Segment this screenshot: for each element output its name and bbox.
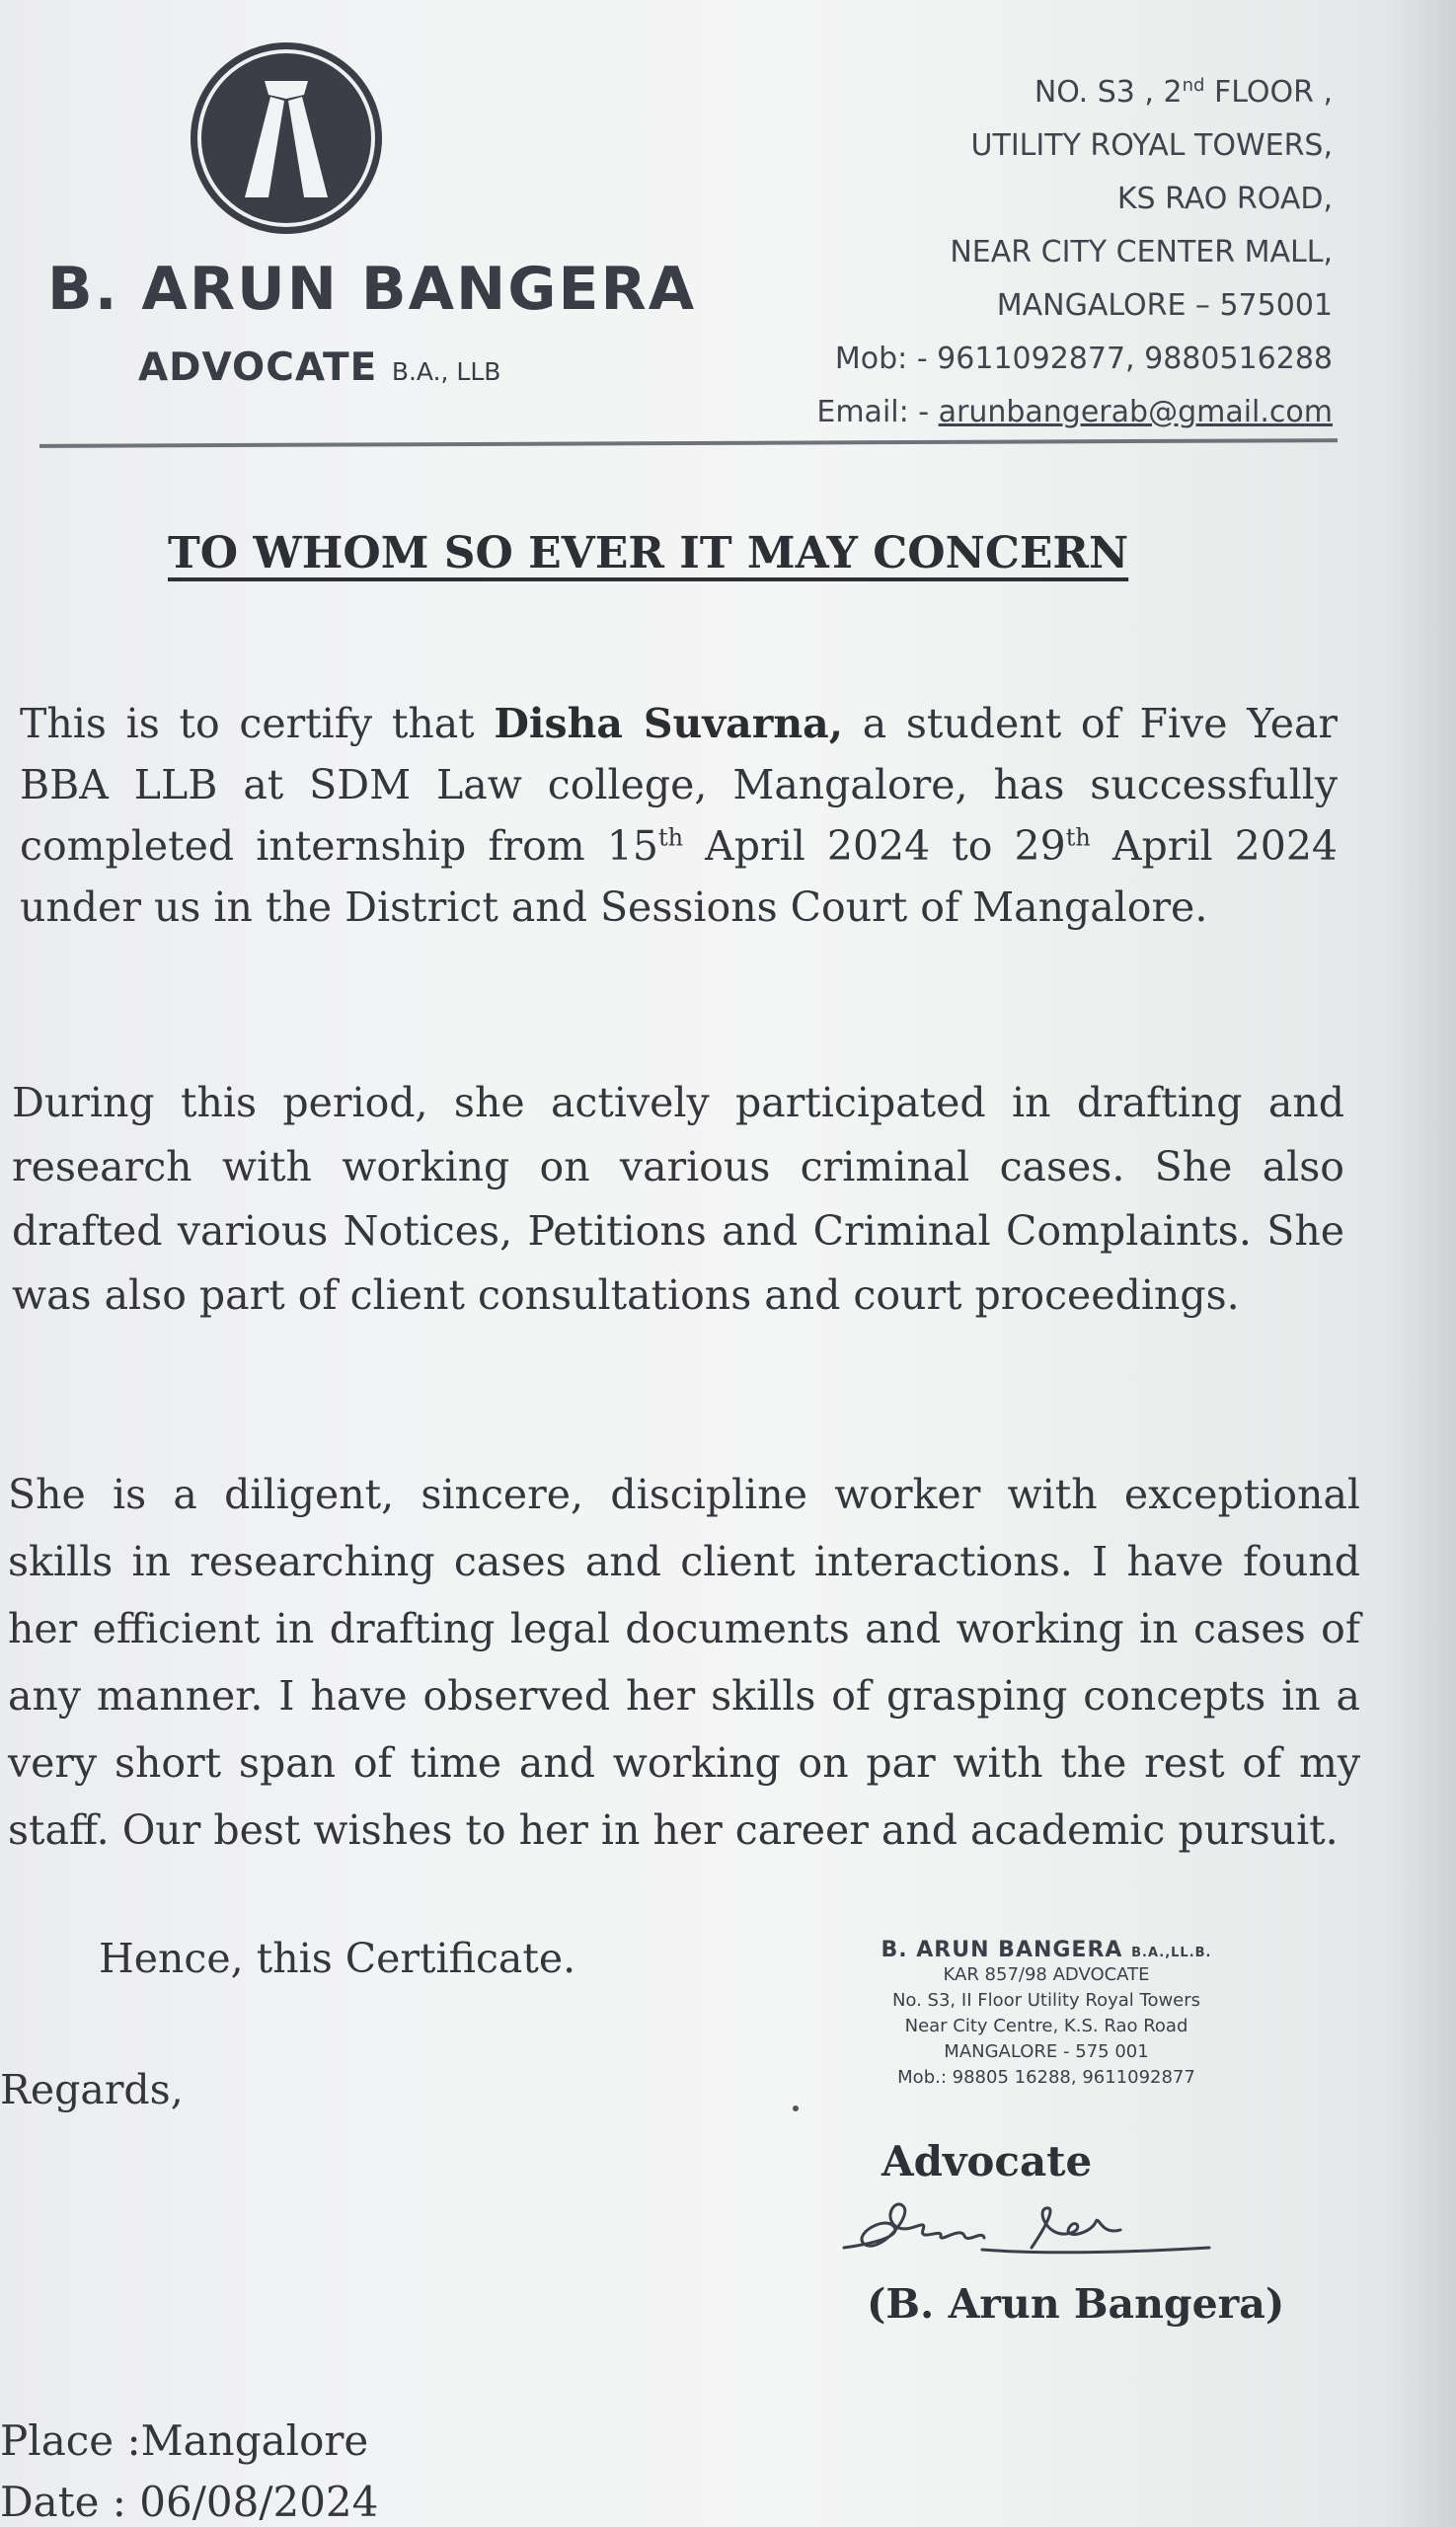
body-paragraph-1 — [20, 693, 1338, 938]
letterhead-address — [760, 59, 1333, 439]
body-paragraph-2: During this period, she actively participated in drafting and research with working on various criminal cases. She also drafted various Notices, Petitions and Criminal Complaints. She was also part of client consultations and court proceedings. — [12, 1079, 1344, 1319]
email-address: arunbangerab@gmail.com — [938, 395, 1333, 429]
advocate-name: B. ARUN BANGERA — [47, 255, 697, 324]
stamp-name-text: B. ARUN BANGERA — [881, 1938, 1123, 1962]
stamp-degree: B.A.,LL.B. — [1131, 1946, 1212, 1960]
handwritten-signature — [834, 2186, 1219, 2265]
closing-statement: Hence, this Certificate. — [99, 1935, 576, 1982]
ink-dot — [793, 2106, 799, 2111]
stamp-line: Mob.: 98805 16288, 9611092877 — [897, 2067, 1195, 2088]
p1-text-c: April 2024 under us in the District and Sessions Court of Mangalore. — [20, 822, 1339, 931]
signer-name: (B. Arun Bangera) — [867, 2280, 1285, 2328]
p1-text-b: April 2024 to 29 — [683, 822, 1066, 870]
mobile-line: Mob: - 9611092877, 9880516288 — [834, 342, 1333, 376]
email-line — [760, 386, 1333, 439]
signature-title: Advocate — [881, 2137, 1093, 2185]
date-line: Date : 06/08/2024 — [0, 2478, 379, 2526]
stamp-name — [849, 1938, 1244, 1962]
student-name: Disha Suvarna, — [494, 700, 843, 747]
degree-text: B.A., LLB — [391, 357, 501, 386]
email-label: Email: - — [816, 395, 939, 429]
address-line: KS RAO ROAD, — [1116, 182, 1333, 216]
p1-sup-2: th — [1065, 823, 1091, 852]
address-line: NO. S3 , 2nd FLOOR , — [1034, 75, 1333, 110]
address-line: NEAR CITY CENTER MALL, — [950, 235, 1333, 269]
stamp-line: MANGALORE - 575 001 — [944, 2041, 1149, 2062]
letterhead-divider — [39, 438, 1338, 448]
place-line: Place :Mangalore — [0, 2416, 369, 2465]
letter-title: TO WHOM SO EVER IT MAY CONCERN — [168, 528, 1129, 578]
regards: Regards, — [0, 2066, 184, 2113]
stamp-line: Near City Centre, K.S. Rao Road — [904, 2016, 1188, 2036]
p1-text-a: a student of Five Year BBA LLB at SDM Law college, Mangalore, has successfully completed internship from 15 — [20, 700, 1338, 870]
address-line: MANGALORE – 575001 — [996, 288, 1333, 323]
advocate-stamp — [849, 1938, 1244, 2091]
p1-intro: This is to certify that — [20, 700, 495, 747]
designation-text: ADVOCATE — [138, 345, 378, 390]
body-paragraph-3: She is a diligent, sincere, discipline worker with exceptional skills in researching cases and client interactions. I have found her efficient in drafting legal documents and working in cases of any manner. I have observed her skills of grasping concepts in a very short span of time and working on par with the rest of my staff. Our best wishes to her in her career and academic pursuit. — [8, 1471, 1360, 1854]
advocate-designation — [138, 345, 500, 390]
p1-sup-1: th — [657, 823, 684, 852]
stamp-line: KAR 857/98 ADVOCATE — [943, 1964, 1150, 1985]
advocate-band-logo-icon — [188, 39, 385, 237]
stamp-line: No. S3, II Floor Utility Royal Towers — [891, 1990, 1201, 2011]
address-line: UTILITY ROYAL TOWERS, — [970, 128, 1333, 163]
paper-shadow — [1382, 0, 1456, 2527]
